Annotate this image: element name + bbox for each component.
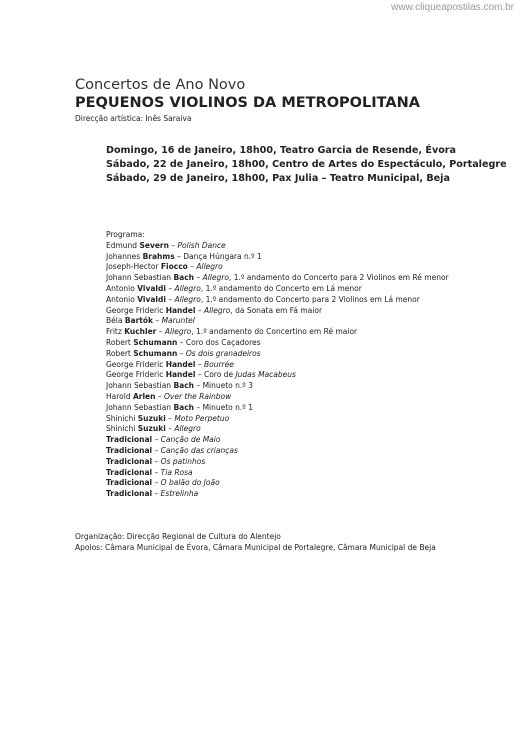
composer-surname: Handel xyxy=(165,359,196,369)
work-title: Over the Rainbow xyxy=(164,391,232,401)
composer-surname: Tradicional xyxy=(106,445,153,455)
program-item xyxy=(106,252,506,263)
composer-given-name: Antonio xyxy=(106,294,138,304)
program-item xyxy=(106,446,506,457)
composer-given-name: George Frideric xyxy=(106,370,166,380)
program-item xyxy=(106,273,506,284)
program-item xyxy=(106,478,506,489)
program-item xyxy=(106,306,506,317)
work-title: Allegro xyxy=(174,283,201,293)
work-detail: , 1.º andamento do Concerto para 2 Violinos em Lá menor xyxy=(200,294,420,304)
watermark: www.cliqueapostilas.com.br xyxy=(391,2,514,13)
work-title: O balão do João xyxy=(160,478,220,488)
composer-surname: Handel xyxy=(165,370,196,380)
composer-given-name: Shinichi xyxy=(106,424,138,434)
concert-date-portalegre: Sábado, 22 de Janeiro, 18h00, Centro de Artes do Espectáculo, Portalegre xyxy=(106,159,507,170)
separator: – xyxy=(194,402,203,412)
work-title: Minueto n.º 1 xyxy=(202,402,253,412)
composer-given-name: Johannes xyxy=(106,251,143,261)
separator: – xyxy=(177,348,186,358)
composer-surname: Severn xyxy=(139,240,169,250)
separator: – xyxy=(152,445,161,455)
program-item xyxy=(106,262,506,273)
program-item xyxy=(106,316,506,327)
separator: – xyxy=(165,294,175,304)
composer-surname: Tradicional xyxy=(106,478,153,488)
separator: – xyxy=(195,370,204,380)
work-title: Minueto n.º 3 xyxy=(202,381,253,391)
composer-given-name: Joseph-Hector xyxy=(106,262,161,272)
work-detail: Judas Macabeus xyxy=(235,370,296,380)
work-title: Dança Húngara n.º 1 xyxy=(183,251,262,261)
composer-given-name: Edmund xyxy=(106,240,140,250)
program-item xyxy=(106,295,506,306)
composer-given-name: Fritz xyxy=(106,327,125,337)
composer-given-name: Béla xyxy=(106,316,125,326)
separator: – xyxy=(168,240,178,250)
program-item xyxy=(106,284,506,295)
composer-given-name: Johann Sebastian xyxy=(106,402,174,412)
work-title: Estrelinha xyxy=(160,489,199,499)
separator: – xyxy=(152,435,161,445)
composer-surname: Bach xyxy=(173,402,195,412)
program-item xyxy=(106,468,506,479)
work-title: Canção das crianças xyxy=(160,445,238,455)
footer xyxy=(75,531,505,553)
program-item xyxy=(106,349,506,360)
composer-given-name: Shinichi xyxy=(106,413,138,423)
composer-surname: Brahms xyxy=(142,251,175,261)
concert-date-evora: Domingo, 16 de Janeiro, 18h00, Teatro Garcia de Resende, Évora xyxy=(106,145,456,156)
separator: – xyxy=(165,413,175,423)
work-title: Allegro xyxy=(164,327,192,337)
separator: – xyxy=(195,359,204,369)
work-title: Allegro xyxy=(202,273,229,283)
composer-given-name: Antonio xyxy=(106,283,138,293)
composer-surname: Vivaldi xyxy=(137,294,166,304)
separator: – xyxy=(152,478,161,488)
work-detail: , 1.º andamento do Concerto em Lá menor xyxy=(200,283,362,293)
program-item xyxy=(106,327,506,338)
separator: – xyxy=(153,316,162,326)
work-title: Bourrée xyxy=(203,359,234,369)
program-item xyxy=(106,457,506,468)
composer-given-name: Robert xyxy=(106,348,134,358)
work-title: Coro de xyxy=(203,370,236,380)
composer-surname: Tradicional xyxy=(106,456,153,466)
composer-given-name: George Frideric xyxy=(106,305,166,315)
program-item xyxy=(106,424,506,435)
work-title: Allegro xyxy=(203,305,231,315)
separator: – xyxy=(165,283,175,293)
work-title: Coro dos Caçadores xyxy=(185,337,261,347)
program-heading: Programa: xyxy=(106,230,145,239)
work-title: Allegro xyxy=(174,294,201,304)
program-item xyxy=(106,370,506,381)
separator: – xyxy=(152,489,161,499)
composer-surname: Tradicional xyxy=(106,489,153,499)
composer-surname: Arlen xyxy=(132,391,156,401)
composer-surname: Fiocco xyxy=(160,262,188,272)
separator: – xyxy=(165,424,175,434)
work-title: Allegro xyxy=(174,424,201,434)
artistic-direction: Direcção artística: Inês Saraiva xyxy=(75,114,192,123)
program-item xyxy=(106,381,506,392)
work-title: Canção de Maio xyxy=(160,435,221,445)
composer-given-name: Robert xyxy=(106,337,134,347)
work-detail: , 1.º andamento do Concerto para 2 Violinos em Ré menor xyxy=(228,273,449,283)
work-title: Os dois granadeiros xyxy=(185,348,261,358)
program-item xyxy=(106,392,506,403)
program-list xyxy=(106,241,506,500)
separator: – xyxy=(194,273,203,283)
program xyxy=(106,230,506,500)
page-subtitle: PEQUENOS VIOLINOS DA METROPOLITANA xyxy=(75,95,420,111)
composer-given-name: Johann Sebastian xyxy=(106,273,174,283)
work-title: Moto Perpetuo xyxy=(174,413,230,423)
composer-surname: Vivaldi xyxy=(137,283,166,293)
program-item xyxy=(106,489,506,500)
concert-dates xyxy=(106,144,506,186)
composer-surname: Suzuki xyxy=(137,413,166,423)
page-title: Concertos de Ano Novo xyxy=(75,77,246,93)
separator: – xyxy=(174,251,184,261)
composer-given-name: Johann Sebastian xyxy=(106,381,174,391)
work-title: Tia Rosa xyxy=(160,467,193,477)
composer-surname: Bartók xyxy=(124,316,154,326)
separator: – xyxy=(156,327,165,337)
composer-surname: Tradicional xyxy=(106,467,153,477)
separator: – xyxy=(194,381,203,391)
composer-surname: Kuchler xyxy=(124,327,157,337)
work-title: Polish Dance xyxy=(177,240,226,250)
work-detail: , 1.º andamento do Concertino em Ré maior xyxy=(191,327,358,337)
program-item xyxy=(106,403,506,414)
composer-given-name: Harold xyxy=(106,391,133,401)
separator: – xyxy=(152,467,161,477)
work-title: Maruntel xyxy=(161,316,195,326)
sponsors-line: Apoios: Câmara Municipal de Évora, Câmara Municipal de Portalegre, Câmara Municipal de Beja xyxy=(75,543,436,552)
composer-surname: Schumann xyxy=(133,337,178,347)
program-item xyxy=(106,360,506,371)
composer-surname: Schumann xyxy=(133,348,178,358)
program-item xyxy=(106,435,506,446)
concert-date-beja: Sábado, 29 de Janeiro, 18h00, Pax Julia – Teatro Municipal, Beja xyxy=(106,173,450,184)
composer-surname: Bach xyxy=(173,381,195,391)
separator: – xyxy=(155,391,165,401)
program-item xyxy=(106,414,506,425)
composer-surname: Bach xyxy=(173,273,195,283)
program-item xyxy=(106,241,506,252)
work-detail: , da Sonata em Fá maior xyxy=(230,305,323,315)
composer-surname: Tradicional xyxy=(106,435,153,445)
composer-given-name: George Frideric xyxy=(106,359,166,369)
separator: – xyxy=(152,456,161,466)
composer-surname: Handel xyxy=(165,305,196,315)
program-item xyxy=(106,338,506,349)
separator: – xyxy=(187,262,197,272)
composer-surname: Suzuki xyxy=(137,424,166,434)
separator: – xyxy=(177,337,186,347)
work-title: Os patinhos xyxy=(160,456,206,466)
header xyxy=(75,76,495,125)
separator: – xyxy=(195,305,204,315)
organization-line: Organização: Direcção Regional de Cultura do Alentejo xyxy=(75,532,281,541)
work-title: Allegro xyxy=(196,262,223,272)
